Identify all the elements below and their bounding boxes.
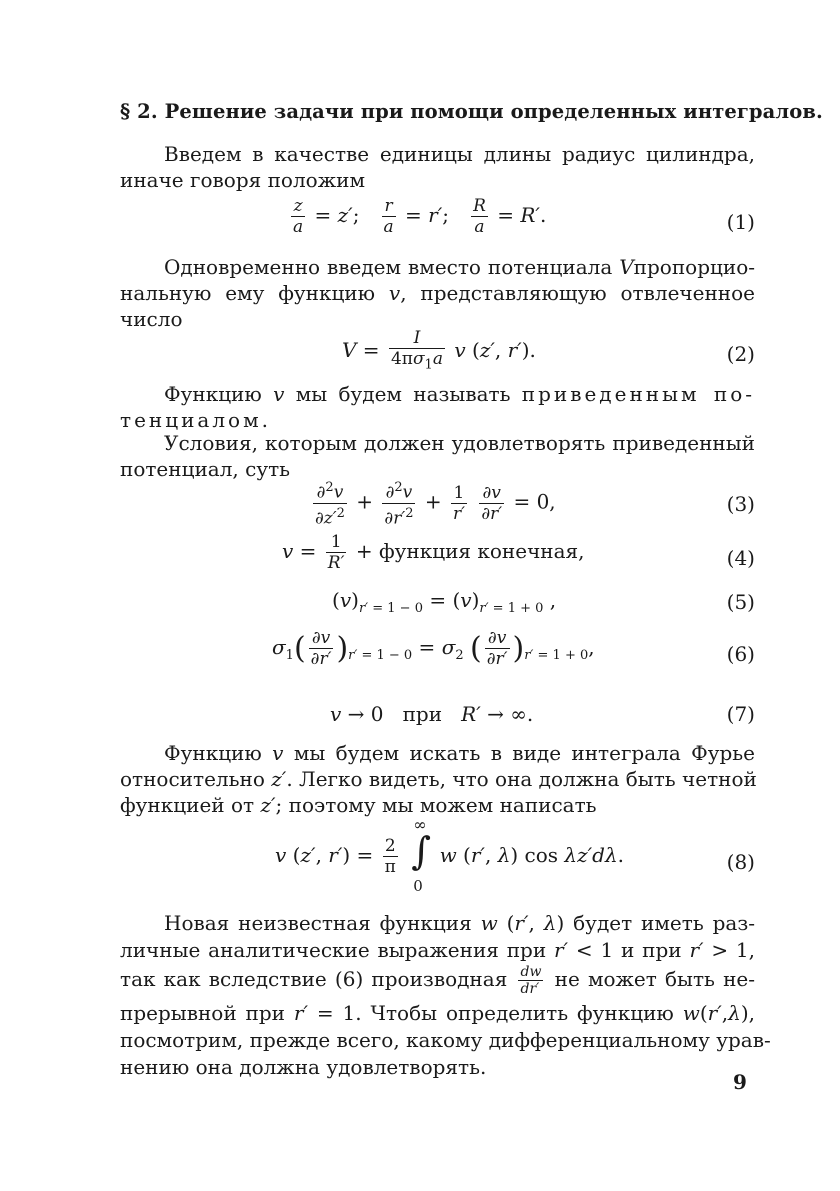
paragraph-4: Условия, которым должен удовлетворять приведенный потенциал, суть [120, 431, 755, 481]
paragraph-5: Функцию v мы будем искать в виде интеграла Фурье относительно z′. Легко видеть, что она должна быть четной функцией от z′; поэтому мы можем написать [120, 741, 757, 817]
section-heading: § 2. Решение задачи при помощи определенных интегралов. [120, 100, 823, 123]
equation-body: v → 0 при R′ → ∞. [330, 702, 534, 726]
equation-number: (7) [726, 702, 755, 726]
equation-body: $\frac{\partial^2v}{\partial z'^2}$ + $\frac{\partial^2v}{\partial r'^2}$ + $\frac{1}{r'}$ $\frac{\partial v}{\partial r'}$ = 0, [315, 480, 556, 529]
equation-body: V = $\frac{I}{4\pi\sigma_1a}$ v (z′, r′). [342, 328, 536, 373]
page-number: 9 [733, 1070, 747, 1094]
equation-number: (3) [726, 492, 755, 516]
paragraph-2: Одновременно введем вместо потенциала Vпропорцио- нальную ему функцию v, представляющую отвлеченное число [120, 255, 756, 331]
paragraph-1 [120, 141, 755, 193]
equation-4 [120, 532, 755, 584]
equation-number: (1) [726, 210, 755, 234]
equation-number: (5) [726, 590, 755, 614]
equation-body: $(v)_{r' = 1 - 0} = (v)_{r' = 1 + 0}$ , [332, 588, 557, 616]
equation-number: (2) [726, 342, 755, 366]
paragraph-line: иначе говоря положим [120, 168, 365, 192]
equation-3 [120, 478, 755, 530]
paragraph-3: Функцию v мы будем называть приведенным по- тенциалом. [120, 382, 755, 432]
equation-2 [120, 328, 755, 380]
equation-body: $\frac{z}{a}$ = z′; $\frac{r}{a}$ = r′; $\frac{R}{a}$ = R′. [293, 196, 547, 237]
equation-number: (4) [726, 546, 755, 570]
equation-8 [120, 814, 755, 896]
equation-body: v (z′, r′) = $\frac{2}{\pi}$ ∫ ∞ 0 w (r′, λ) cos λz′dλ. [275, 814, 625, 895]
paragraph-line: Введем в качестве единицы длины радиус цилиндра, [164, 142, 755, 166]
integral-sign: ∫ ∞ 0 [411, 814, 432, 895]
equation-number: (8) [726, 850, 755, 874]
equation-body: $\sigma_1$( $\frac{\partial v}{\partial r'}$ )$_{r' = 1 - 0} = \sigma_2$ ( $\frac{\partial v}{\partial r'}$ )$_{r' = 1 + 0}$, [272, 628, 595, 669]
paragraph-6: Новая неизвестная функция w (r′, λ) будет иметь раз- личные аналитические выражения при r′ < 1 и при r′ > 1, так как вследствие (6) производная $\frac{dw}{dr'}$ не может быть не- прерывной при r′ = 1. Чтобы определить функцию w(r′,λ), посмотрим, прежде всего, какому дифференциальному урав- нению она должна удовлетворять. [120, 911, 771, 1079]
equation-1 [120, 196, 755, 248]
equation-body: v = $\frac{1}{R'}$ + функция конечная, [282, 532, 585, 573]
equation-6 [120, 628, 755, 680]
equation-number: (6) [726, 642, 755, 666]
